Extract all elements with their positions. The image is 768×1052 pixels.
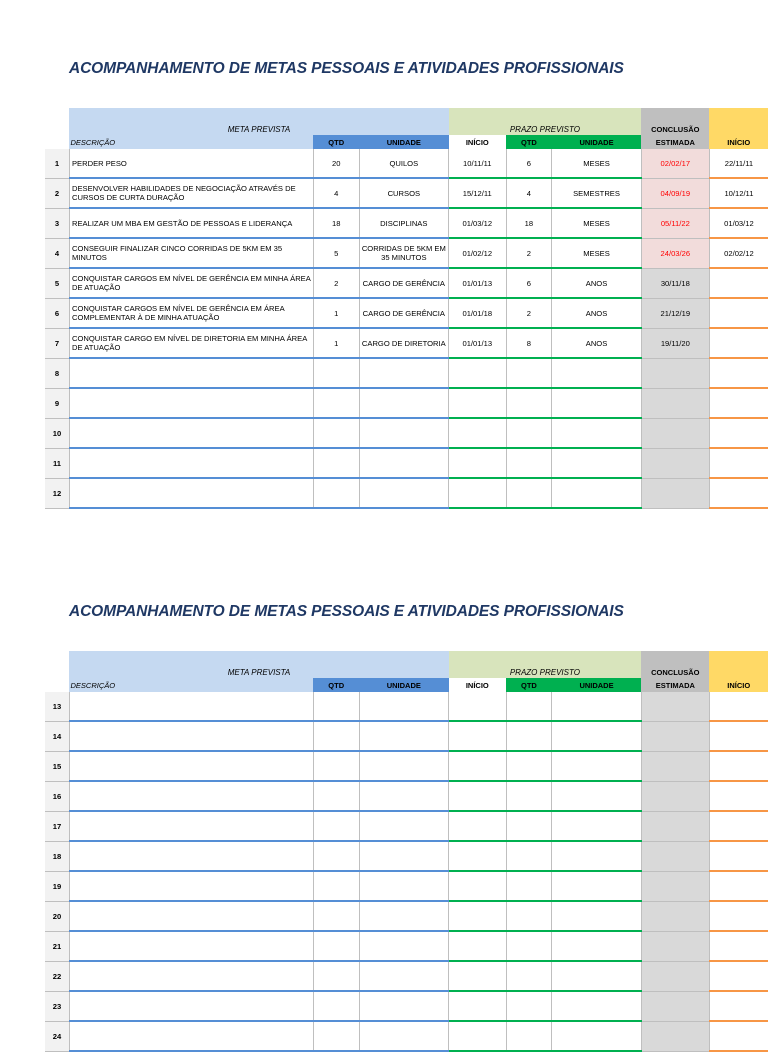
meta-qtd-header: QTD [313, 135, 359, 149]
meta-unidade-cell[interactable] [359, 871, 448, 901]
prazo-qtd-header: QTD [506, 135, 552, 149]
prazo-unidade-cell[interactable] [552, 931, 641, 961]
row-number: 18 [45, 841, 69, 871]
conclusao-estimada-cell[interactable] [641, 721, 709, 751]
conclusao-estimada-cell[interactable]: 19/11/20 [641, 328, 709, 358]
inicio-real-cell[interactable] [709, 871, 768, 901]
meta-qtd-cell[interactable]: 2 [313, 268, 359, 298]
row-number: 15 [45, 751, 69, 781]
table-row [45, 418, 768, 448]
prazo-qtd-cell[interactable] [506, 871, 552, 901]
meta-unidade-cell[interactable] [359, 1021, 448, 1051]
prazo-qtd-cell[interactable] [506, 901, 552, 931]
descricao-header: DESCRIÇÃO [69, 678, 313, 692]
inicio-real-cell[interactable] [709, 841, 768, 871]
table-row [45, 298, 768, 328]
prazo-unidade-header: UNIDADE [552, 135, 641, 149]
prazo-unidade-cell[interactable] [552, 418, 641, 448]
meta-qtd-cell[interactable] [313, 448, 359, 478]
meta-unidade-cell[interactable] [359, 781, 448, 811]
meta-unidade-cell[interactable] [359, 751, 448, 781]
prazo-qtd-cell[interactable] [506, 358, 552, 388]
meta-qtd-cell[interactable] [313, 901, 359, 931]
prazo-inicio-header: INÍCIO [449, 135, 506, 149]
meta-qtd-cell[interactable]: 18 [313, 208, 359, 238]
meta-qtd-cell[interactable] [313, 721, 359, 751]
descricao-cell[interactable]: REALIZAR UM MBA EM GESTÃO DE PESSOAS E LIDERANÇA [69, 208, 313, 238]
inicio-real-cell[interactable] [709, 418, 768, 448]
goals-table [45, 108, 768, 509]
conclusao-estimada-cell[interactable]: 30/11/18 [641, 268, 709, 298]
table-row [45, 388, 768, 418]
page-title-2: ACOMPANHAMENTO DE METAS PESSOAIS E ATIVIDADES PROFISSIONAIS [69, 603, 624, 620]
prazo-unidade-cell[interactable] [552, 721, 641, 751]
inicio-real-cell[interactable] [709, 328, 768, 358]
inicio-real-cell[interactable] [709, 931, 768, 961]
meta-qtd-cell[interactable] [313, 781, 359, 811]
prazo-qtd-cell[interactable] [506, 721, 552, 751]
table-row [45, 781, 768, 811]
meta-qtd-cell[interactable] [313, 871, 359, 901]
prazo-unidade-cell[interactable] [552, 991, 641, 1021]
conclusao-estimada-cell[interactable] [641, 1021, 709, 1051]
row-number: 10 [45, 418, 69, 448]
meta-unidade-cell[interactable] [359, 991, 448, 1021]
prazo-qtd-cell[interactable] [506, 448, 552, 478]
inicio-real-header-top [709, 651, 768, 678]
header-row-columns [45, 135, 768, 149]
conclusao-estimada-cell[interactable] [641, 841, 709, 871]
page-title-1: ACOMPANHAMENTO DE METAS PESSOAIS E ATIVIDADES PROFISSIONAIS [69, 60, 624, 77]
prazo-qtd-cell[interactable] [506, 961, 552, 991]
conclusao-estimada-cell[interactable] [641, 478, 709, 508]
row-number: 3 [45, 208, 69, 238]
meta-unidade-cell[interactable] [359, 811, 448, 841]
prazo-unidade-cell[interactable]: MESES [552, 238, 641, 268]
inicio-real-cell[interactable] [709, 721, 768, 751]
prazo-unidade-header: UNIDADE [552, 678, 641, 692]
meta-qtd-cell[interactable]: 20 [313, 149, 359, 178]
table-row [45, 178, 768, 208]
prazo-inicio-cell[interactable]: 01/01/18 [449, 298, 506, 328]
table-row [45, 238, 768, 268]
meta-unidade-header: UNIDADE [359, 678, 448, 692]
conclusao-estimada-cell[interactable] [641, 388, 709, 418]
prazo-qtd-cell[interactable] [506, 418, 552, 448]
row-number: 4 [45, 238, 69, 268]
meta-qtd-cell[interactable]: 1 [313, 328, 359, 358]
table-row [45, 811, 768, 841]
prazo-previsto-label: PRAZO PREVISTO [509, 668, 580, 677]
meta-unidade-cell[interactable] [359, 931, 448, 961]
descricao-cell[interactable]: DESENVOLVER HABILIDADES DE NEGOCIAÇÃO ATRAVÉS DE CURSOS DE CURTA DURAÇÃO [69, 178, 313, 208]
prazo-unidade-cell[interactable]: SEMESTRES [552, 178, 641, 208]
conclusao-estimada-cell[interactable] [641, 961, 709, 991]
inicio-real-header-top [709, 108, 768, 135]
table-row [45, 208, 768, 238]
prazo-unidade-cell[interactable] [552, 751, 641, 781]
table-row [45, 961, 768, 991]
inicio-real-cell[interactable]: 22/11/11 [709, 149, 768, 178]
prazo-qtd-cell[interactable]: 4 [506, 178, 552, 208]
inicio-real-cell[interactable]: 10/12/11 [709, 178, 768, 208]
conclusao-header [641, 651, 709, 678]
prazo-unidade-cell[interactable] [552, 448, 641, 478]
row-number: 13 [45, 692, 69, 721]
descricao-cell[interactable] [69, 961, 313, 991]
prazo-unidade-cell[interactable] [552, 811, 641, 841]
header-row-groups [45, 651, 768, 678]
descricao-cell[interactable] [69, 418, 313, 448]
row-number: 23 [45, 991, 69, 1021]
prazo-inicio-cell[interactable] [449, 478, 506, 508]
header-corner-2 [45, 678, 69, 692]
meta-qtd-cell[interactable] [313, 418, 359, 448]
inicio-real-header: INÍCIO [709, 678, 768, 692]
table-row [45, 931, 768, 961]
row-number: 21 [45, 931, 69, 961]
descricao-cell[interactable] [69, 692, 313, 721]
descricao-cell[interactable] [69, 358, 313, 388]
meta-qtd-cell[interactable] [313, 991, 359, 1021]
descricao-cell[interactable]: CONQUISTAR CARGO EM NÍVEL DE DIRETORIA EM MINHA ÁREA DE ATUAÇÃO [69, 328, 313, 358]
meta-unidade-cell[interactable]: CARGO DE GERÊNCIA [359, 268, 448, 298]
conclusao-estimada-cell[interactable] [641, 692, 709, 721]
row-number: 14 [45, 721, 69, 751]
meta-qtd-cell[interactable] [313, 811, 359, 841]
inicio-real-cell[interactable]: 02/02/12 [709, 238, 768, 268]
table-row [45, 692, 768, 721]
inicio-real-cell[interactable] [709, 388, 768, 418]
descricao-cell[interactable] [69, 931, 313, 961]
goals-sheet-2 [45, 651, 768, 1052]
conclusao-estimada-cell[interactable] [641, 901, 709, 931]
row-number: 19 [45, 871, 69, 901]
prazo-inicio-header: INÍCIO [449, 678, 506, 692]
inicio-real-cell[interactable] [709, 811, 768, 841]
prazo-unidade-cell[interactable]: ANOS [552, 298, 641, 328]
estimada-header: ESTIMADA [641, 678, 709, 692]
prazo-unidade-cell[interactable]: MESES [552, 208, 641, 238]
header-corner [45, 651, 69, 678]
conclusao-estimada-cell[interactable]: 02/02/17 [641, 149, 709, 178]
inicio-real-cell[interactable] [709, 692, 768, 721]
prazo-qtd-header: QTD [506, 678, 552, 692]
conclusao-estimada-cell[interactable] [641, 781, 709, 811]
header-row-columns [45, 678, 768, 692]
meta-qtd-header: QTD [313, 678, 359, 692]
header-corner [45, 108, 69, 135]
prazo-inicio-cell[interactable] [449, 1021, 506, 1051]
meta-unidade-cell[interactable] [359, 388, 448, 418]
prazo-inicio-cell[interactable] [449, 871, 506, 901]
prazo-qtd-cell[interactable] [506, 692, 552, 721]
conclusao-estimada-cell[interactable]: 24/03/26 [641, 238, 709, 268]
inicio-real-cell[interactable] [709, 358, 768, 388]
prazo-qtd-cell[interactable] [506, 781, 552, 811]
descricao-cell[interactable]: PERDER PESO [69, 149, 313, 178]
conclusao-estimada-cell[interactable] [641, 991, 709, 1021]
conclusao-estimada-cell[interactable]: 04/09/19 [641, 178, 709, 208]
conclusao-estimada-cell[interactable] [641, 418, 709, 448]
inicio-real-cell[interactable] [709, 781, 768, 811]
prazo-unidade-cell[interactable] [552, 692, 641, 721]
prazo-qtd-cell[interactable]: 8 [506, 328, 552, 358]
prazo-qtd-cell[interactable] [506, 931, 552, 961]
table-row [45, 751, 768, 781]
meta-unidade-cell[interactable]: CARGO DE GERÊNCIA [359, 298, 448, 328]
row-number: 5 [45, 268, 69, 298]
meta-qtd-cell[interactable]: 4 [313, 178, 359, 208]
meta-qtd-cell[interactable] [313, 1021, 359, 1051]
prazo-qtd-cell[interactable] [506, 841, 552, 871]
table-row [45, 268, 768, 298]
prazo-inicio-cell[interactable]: 01/01/13 [449, 268, 506, 298]
prazo-inicio-cell[interactable] [449, 358, 506, 388]
prazo-unidade-cell[interactable] [552, 901, 641, 931]
inicio-real-header: INÍCIO [709, 135, 768, 149]
meta-unidade-cell[interactable] [359, 961, 448, 991]
descricao-cell[interactable] [69, 781, 313, 811]
prazo-qtd-cell[interactable]: 6 [506, 268, 552, 298]
row-number: 12 [45, 478, 69, 508]
row-number: 24 [45, 1021, 69, 1051]
meta-prevista-label: META PREVISTA [227, 668, 291, 677]
descricao-cell[interactable] [69, 448, 313, 478]
header-row-groups [45, 108, 768, 135]
prazo-inicio-cell[interactable] [449, 418, 506, 448]
descricao-cell[interactable]: CONQUISTAR CARGOS EM NÍVEL DE GERÊNCIA EM MINHA ÁREA DE ATUAÇÃO [69, 268, 313, 298]
meta-qtd-cell[interactable] [313, 841, 359, 871]
meta-unidade-cell[interactable] [359, 901, 448, 931]
prazo-inicio-cell[interactable] [449, 751, 506, 781]
row-number: 11 [45, 448, 69, 478]
prazo-qtd-cell[interactable] [506, 478, 552, 508]
descricao-cell[interactable] [69, 478, 313, 508]
meta-qtd-cell[interactable] [313, 478, 359, 508]
prazo-qtd-cell[interactable]: 6 [506, 149, 552, 178]
meta-unidade-cell[interactable] [359, 448, 448, 478]
meta-unidade-cell[interactable] [359, 841, 448, 871]
conclusao-estimada-cell[interactable] [641, 871, 709, 901]
meta-unidade-cell[interactable] [359, 418, 448, 448]
meta-unidade-cell[interactable]: CARGO DE DIRETORIA [359, 328, 448, 358]
descricao-cell[interactable] [69, 871, 313, 901]
descricao-cell[interactable] [69, 811, 313, 841]
row-number: 1 [45, 149, 69, 178]
descricao-cell[interactable] [69, 721, 313, 751]
descricao-cell[interactable]: CONQUISTAR CARGOS EM NÍVEL DE GERÊNCIA EM ÁREA COMPLEMENTAR À DE MINHA ATUAÇÃO [69, 298, 313, 328]
prazo-inicio-cell[interactable] [449, 721, 506, 751]
prazo-qtd-cell[interactable] [506, 811, 552, 841]
prazo-inicio-cell[interactable]: 01/01/13 [449, 328, 506, 358]
inicio-real-cell[interactable] [709, 751, 768, 781]
descricao-cell[interactable] [69, 901, 313, 931]
conclusao-estimada-cell[interactable] [641, 811, 709, 841]
inicio-real-cell[interactable] [709, 1021, 768, 1051]
prazo-unidade-cell[interactable] [552, 358, 641, 388]
prazo-qtd-cell[interactable] [506, 991, 552, 1021]
prazo-unidade-cell[interactable] [552, 781, 641, 811]
table-row [45, 901, 768, 931]
meta-unidade-cell[interactable]: DISCIPLINAS [359, 208, 448, 238]
row-number: 16 [45, 781, 69, 811]
table-row [45, 358, 768, 388]
descricao-cell[interactable]: CONSEGUIR FINALIZAR CINCO CORRIDAS DE 5KM EM 35 MINUTOS [69, 238, 313, 268]
row-number: 22 [45, 961, 69, 991]
inicio-real-cell[interactable] [709, 478, 768, 508]
prazo-unidade-cell[interactable] [552, 961, 641, 991]
goals-table [45, 651, 768, 1052]
row-number: 17 [45, 811, 69, 841]
prazo-qtd-cell[interactable] [506, 751, 552, 781]
prazo-inicio-cell[interactable] [449, 448, 506, 478]
prazo-previsto-header [449, 651, 642, 678]
meta-qtd-cell[interactable] [313, 692, 359, 721]
prazo-previsto-label: PRAZO PREVISTO [509, 125, 580, 134]
row-number: 9 [45, 388, 69, 418]
inicio-real-cell[interactable]: 01/03/12 [709, 208, 768, 238]
meta-unidade-header: UNIDADE [359, 135, 448, 149]
table-row [45, 478, 768, 508]
conclusao-estimada-cell[interactable]: 05/11/22 [641, 208, 709, 238]
meta-qtd-cell[interactable] [313, 751, 359, 781]
table-row [45, 721, 768, 751]
prazo-unidade-cell[interactable]: ANOS [552, 328, 641, 358]
prazo-inicio-cell[interactable] [449, 961, 506, 991]
table-row [45, 841, 768, 871]
conclusao-label: CONCLUSÃO [651, 668, 700, 677]
meta-qtd-cell[interactable] [313, 961, 359, 991]
conclusao-estimada-cell[interactable] [641, 358, 709, 388]
meta-unidade-cell[interactable]: CURSOS [359, 178, 448, 208]
prazo-inicio-cell[interactable] [449, 901, 506, 931]
prazo-inicio-cell[interactable] [449, 991, 506, 1021]
conclusao-estimada-cell[interactable] [641, 751, 709, 781]
meta-qtd-cell[interactable]: 1 [313, 298, 359, 328]
meta-qtd-cell[interactable] [313, 388, 359, 418]
prazo-unidade-cell[interactable] [552, 871, 641, 901]
table-row [45, 448, 768, 478]
prazo-inicio-cell[interactable]: 10/11/11 [449, 149, 506, 178]
prazo-inicio-cell[interactable] [449, 692, 506, 721]
prazo-qtd-cell[interactable] [506, 1021, 552, 1051]
prazo-qtd-cell[interactable]: 2 [506, 238, 552, 268]
table-row [45, 871, 768, 901]
prazo-inicio-cell[interactable]: 15/12/11 [449, 178, 506, 208]
descricao-cell[interactable] [69, 1021, 313, 1051]
meta-qtd-cell[interactable]: 5 [313, 238, 359, 268]
descricao-cell[interactable] [69, 751, 313, 781]
conclusao-label: CONCLUSÃO [651, 125, 700, 134]
meta-qtd-cell[interactable] [313, 358, 359, 388]
inicio-real-cell[interactable] [709, 901, 768, 931]
prazo-unidade-cell[interactable] [552, 1021, 641, 1051]
meta-qtd-cell[interactable] [313, 931, 359, 961]
inicio-real-cell[interactable] [709, 961, 768, 991]
conclusao-estimada-cell[interactable] [641, 931, 709, 961]
meta-unidade-cell[interactable]: QUILOS [359, 149, 448, 178]
prazo-inicio-cell[interactable] [449, 388, 506, 418]
prazo-qtd-cell[interactable] [506, 388, 552, 418]
inicio-real-cell[interactable] [709, 268, 768, 298]
meta-unidade-cell[interactable] [359, 478, 448, 508]
prazo-inicio-cell[interactable] [449, 841, 506, 871]
prazo-unidade-cell[interactable]: MESES [552, 149, 641, 178]
row-number: 8 [45, 358, 69, 388]
prazo-inicio-cell[interactable]: 01/03/12 [449, 208, 506, 238]
prazo-inicio-cell[interactable] [449, 811, 506, 841]
table-row [45, 991, 768, 1021]
prazo-unidade-cell[interactable] [552, 841, 641, 871]
prazo-inicio-cell[interactable] [449, 781, 506, 811]
descricao-cell[interactable] [69, 388, 313, 418]
header-corner-2 [45, 135, 69, 149]
table-row [45, 1021, 768, 1051]
row-number: 7 [45, 328, 69, 358]
meta-prevista-header [69, 651, 448, 678]
row-number: 6 [45, 298, 69, 328]
table-row [45, 328, 768, 358]
prazo-previsto-header [449, 108, 642, 135]
conclusao-estimada-cell[interactable]: 21/12/19 [641, 298, 709, 328]
inicio-real-cell[interactable] [709, 448, 768, 478]
prazo-unidade-cell[interactable] [552, 478, 641, 508]
descricao-header: DESCRIÇÃO [69, 135, 313, 149]
goals-sheet-1 [45, 108, 768, 509]
meta-unidade-cell[interactable] [359, 721, 448, 751]
inicio-real-cell[interactable] [709, 991, 768, 1021]
meta-unidade-cell[interactable] [359, 358, 448, 388]
prazo-unidade-cell[interactable] [552, 388, 641, 418]
meta-prevista-header [69, 108, 448, 135]
table-row [45, 149, 768, 178]
prazo-inicio-cell[interactable]: 01/02/12 [449, 238, 506, 268]
meta-unidade-cell[interactable]: CORRIDAS DE 5KM EM 35 MINUTOS [359, 238, 448, 268]
meta-unidade-cell[interactable] [359, 692, 448, 721]
row-number: 2 [45, 178, 69, 208]
descricao-cell[interactable] [69, 991, 313, 1021]
prazo-qtd-cell[interactable]: 2 [506, 298, 552, 328]
prazo-unidade-cell[interactable]: ANOS [552, 268, 641, 298]
conclusao-estimada-cell[interactable] [641, 448, 709, 478]
conclusao-header [641, 108, 709, 135]
inicio-real-cell[interactable] [709, 298, 768, 328]
prazo-qtd-cell[interactable]: 18 [506, 208, 552, 238]
row-number: 20 [45, 901, 69, 931]
meta-prevista-label: META PREVISTA [227, 125, 291, 134]
prazo-inicio-cell[interactable] [449, 931, 506, 961]
descricao-cell[interactable] [69, 841, 313, 871]
estimada-header: ESTIMADA [641, 135, 709, 149]
